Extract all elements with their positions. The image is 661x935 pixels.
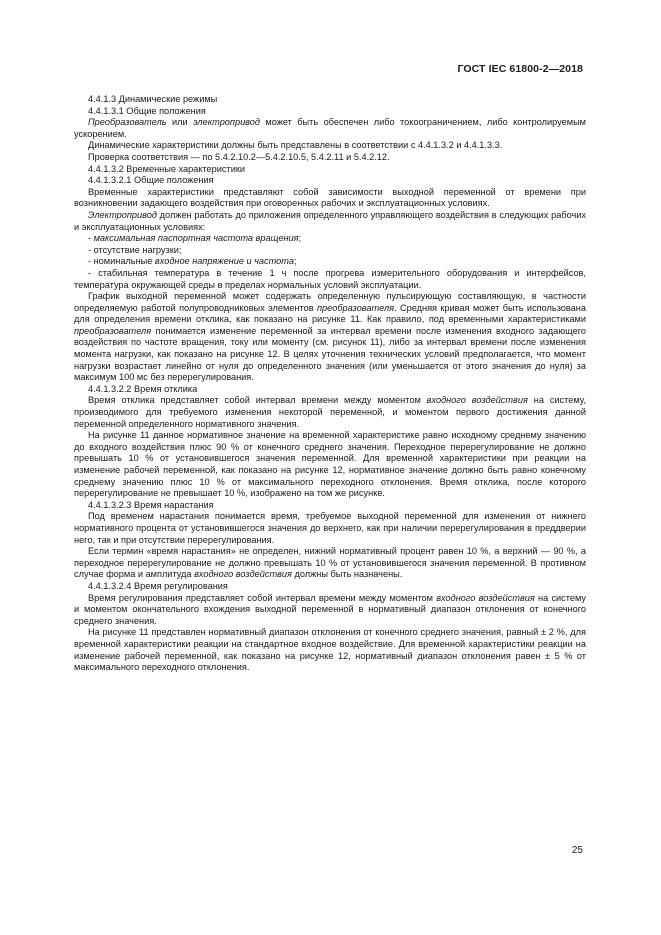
standard-designation: ГОСТ IEC 61800-2—2018	[457, 63, 583, 75]
text-run: 4.4.1.3 Динамические режимы	[88, 94, 218, 104]
text-run: на систему, производимого для требуемого изменения некоторой переменной, и моментом первого достижения данной переменной определенного нормативного значения.	[74, 395, 586, 429]
text-run: 4.4.1.3.2.2 Время отклика	[88, 383, 198, 394]
text-run: должны быть назначены.	[291, 569, 403, 580]
list-item	[74, 233, 586, 245]
italic-term: Электропривод	[88, 209, 157, 220]
text-run: -	[88, 233, 94, 244]
paragraph	[74, 187, 586, 210]
text-run: 4.4.1.3.1 Общие положения	[88, 105, 206, 116]
text-run: График выходной переменной может содержать определенную пульсирующую составляющую, в частности определяемую работой полупроводниковых элементов	[74, 291, 586, 313]
list-item	[74, 245, 586, 257]
text-run: На рисунке 11 представлен нормативный диапазон отклонения от конечного среднего значения, равный ± 2 %, для временной характеристики реакции на стандартное входное воздействие. Для временной характеристики реакции на изменение рабочей переменной, как показано на рисунке 12, нормативный диапазон отклонения равен ± 5 % от максимального переходного отклонения.	[74, 627, 586, 673]
text-run: Время регулирования представляет собой интервал времени между моментом	[88, 592, 437, 603]
text-run: 4.4.1.3.2.3 Время нарастания	[88, 499, 214, 510]
section-heading	[74, 384, 586, 396]
paragraph	[74, 117, 586, 140]
text-run: . Средняя кривая может быть использована для определения времени отклика, как показано на рисунке 11. Как правило, под временными характеристиками	[74, 302, 586, 325]
paragraph	[74, 210, 586, 233]
italic-term: преобразователя	[316, 302, 395, 313]
text-run: Время отклика представляет собой интервал времени между моментом	[88, 395, 427, 406]
text-run: Временные характеристики представляют собой зависимости выходной переменной от времени при возникновении задающего воздействия при оговоренных рабочих и эксплуатационных условиях.	[74, 186, 586, 209]
text-run: - номинальные	[88, 256, 155, 267]
italic-term: входного воздействия	[426, 395, 528, 406]
section-heading	[74, 500, 586, 512]
text-run: - стабильная температура в течение 1 ч после прогрева измерительного оборудования и интерфейсов, температура окружающей среды в пределах нормальных условий эксплуатации.	[74, 267, 586, 290]
section-heading	[74, 175, 586, 187]
text-run: 4.4.1.3.2.1 Общие положения	[88, 175, 214, 186]
section-heading	[74, 164, 586, 176]
paragraph	[74, 140, 586, 152]
text-run: понимается изменение переменной за интервал времени после изменения входного задающего воздействия по частоте вращения, току или моменту (см. рисунок 11), либо за интервал времени после изменения момента нагрузки, как показано на рисунке 12. В целях уточнения технических условий предполагается, что момент нагрузки возрастает линейно от нуля до определенного значения (или уменьшается от этого значения до нуля) за максимум 100 мс без перерегулирования.	[74, 325, 586, 383]
section-heading	[74, 581, 586, 593]
paragraph	[74, 546, 586, 581]
paragraph	[74, 627, 586, 673]
text-run: на систему и моментом окончательного вхождения выходной переменной в нормативный диапазон отклонения от конечного среднего значения.	[74, 592, 586, 626]
text-run: - отсутствие нагрузки;	[88, 244, 182, 255]
text-run: Если термин «время нарастания» не определен, нижний нормативный процент равен 10 %, а верхний — 90 %, а переходное перерегулирование не должно превышать 10 % от установившегося значения переменной. В противном случае форма и амплитуда	[74, 546, 586, 580]
text-run: Под временем нарастания понимается время, требуемое выходной переменной для изменения от нижнего нормативного процента от установившегося значения до верхнего, как при наличии перерегулирования в преддверии него, так и при отсутствии перерегулирования.	[74, 511, 586, 545]
paragraph	[74, 395, 586, 430]
italic-term: максимальная паспортная частота вращения	[93, 233, 299, 244]
body-text	[74, 94, 586, 674]
italic-term: входное напряжение и частота	[154, 256, 294, 267]
paragraph	[74, 291, 586, 384]
paragraph	[74, 593, 586, 628]
text-run: может быть обеспечен либо токоограничением, либо контролируемым ускорением.	[74, 117, 586, 139]
italic-term: Преобразователь	[88, 117, 167, 128]
text-run: 4.4.1.3.2 Временные характеристики	[88, 163, 245, 174]
paragraph	[74, 152, 586, 164]
paragraph	[74, 511, 586, 546]
list-item	[74, 256, 586, 268]
italic-term: электропривод	[193, 117, 260, 128]
text-run: или	[166, 117, 194, 128]
text-run: должен работать до приложения определенного управляющего воздействия в следующих рабочих и эксплуатационных условиях:	[74, 209, 586, 232]
text-run: Динамические характеристики должны быть представлены в соответствии с 4.4.1.3.2 и 4.4.1.3.3.	[88, 140, 503, 151]
section-heading	[74, 94, 586, 106]
paragraph	[74, 268, 586, 291]
text-run: Проверка соответствия — по 5.4.2.10.2—5.4.2.10.5, 5.4.2.11 и 5.4.2.12.	[88, 151, 390, 162]
text-run: На рисунке 11 данное нормативное значение на временной характеристике равно исходному среднему значению до входного воздействия плюс 90 % от конечного среднего значения. Переходное перерегулирование не должно превышать 10 % от установившегося значения переменной. Для временной характеристики при реакции на изменение рабочей переменной, как показано на рисунке 12, нормативное значение должно быть равно конечному среднему значению плюс 10 % от максимального переходного отклонения. Время отклика, после которого перерегулирование не превышает 10 %, изображено на том же рисунке.	[74, 430, 586, 499]
text-run: ;	[298, 233, 302, 244]
italic-term: входного воздействия	[194, 569, 292, 580]
italic-term: входного воздействия	[436, 592, 535, 603]
text-run: 4.4.1.3.2.4 Время регулирования	[88, 580, 228, 591]
italic-term: преобразователя	[74, 325, 152, 336]
paragraph	[74, 430, 586, 500]
section-heading	[74, 106, 586, 118]
page-number: 25	[571, 845, 583, 856]
text-run: ;	[293, 256, 297, 267]
